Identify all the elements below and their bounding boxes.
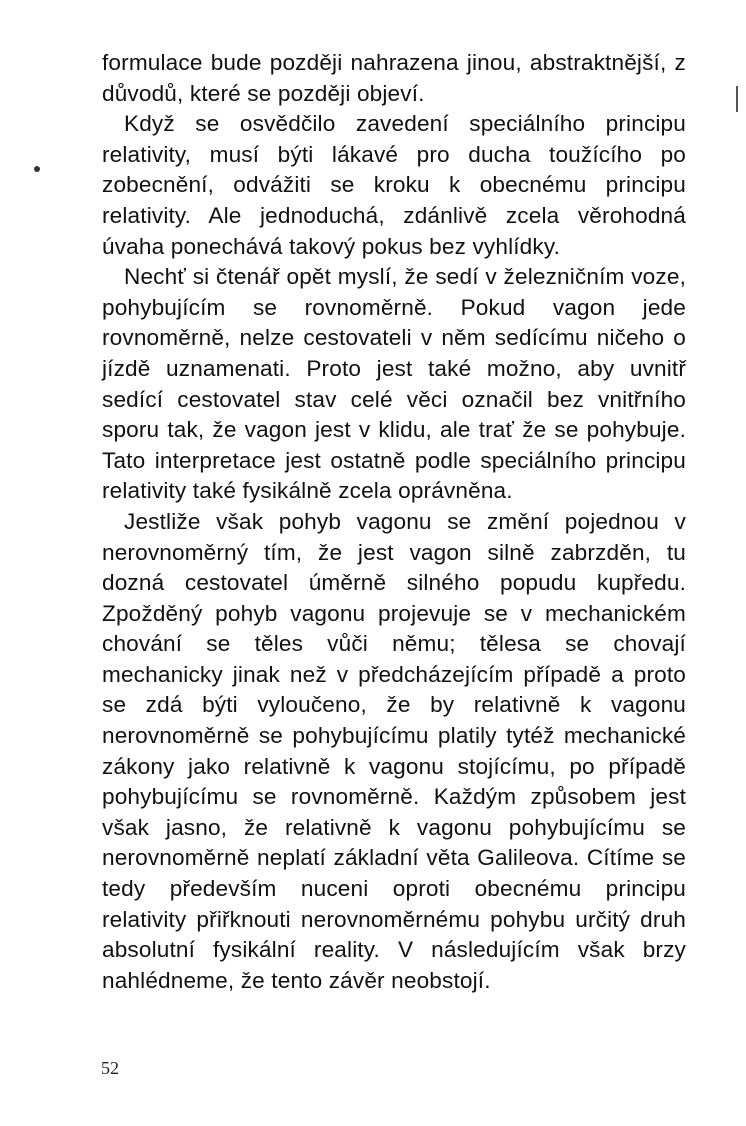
margin-dot — [34, 166, 40, 172]
paragraph: Nechť si čtenář opět myslí, že sedí v železničním voze, pohybujícím se rovnoměrně. Pokud vagon jede rovnoměrně, nelze cestovateli v něm sedícímu ničeho o jízdě uznamenati. Proto jest také možno, aby uvnitř sedící cestovatel stav celé věci označil bez vnitřního sporu tak, že vagon jest v klidu, ale trať že se pohybuje. Tato interpretace jest ostatně podle speciálního principu relativity také fysikálně zcela oprávněna. — [102, 264, 686, 504]
paragraph: Jestliže však pohyb vagonu se změní pojednou v nerovnoměrný tím, že jest vagon silně zabrzděn, tu dozná cestovatel úměrně silného popudu kupředu. Zpožděný pohyb vagonu projevuje se v mechanickém chování se těles vůči němu; tělesa se chovají mechanicky jinak než v předcházejícím případě a proto se zdá býti vyloučeno, že by relativně k vagonu nerovnoměrně se pohybujícímu platily tytéž mechanické zákony jako relativně k vagonu stojícímu, po případě pohybujícímu se rovnoměrně. Každým způsobem jest však jasno, že relativně k vagonu pohybujícímu se nerovnoměrně neplatí základní věta Galileova. Cítíme se tedy především nuceni oproti obecnému principu relativity přiřknouti nerovnoměrnému pohybu určitý druh absolutní fysikální reality. V následujícím však brzy nahlédneme, že tento závěr neobstojí. — [102, 508, 686, 993]
paragraph: Když se osvědčilo zavedení speciálního principu relativity, musí býti lákavé pro ducha toužícího po zobecnění, odvážiti se kroku k obecnému principu relativity. Ale jednoduchá, zdánlivě zcela věrohodná úvaha ponechává takový pokus bez vyhlídky. — [102, 111, 686, 259]
page-number: 52 — [101, 1058, 119, 1078]
paragraph-continuation: formulace bude později nahrazena jinou, abstraktnější, z důvodů, které se později objeví. — [102, 50, 686, 106]
body-text — [102, 48, 686, 996]
margin-mark — [736, 86, 738, 112]
